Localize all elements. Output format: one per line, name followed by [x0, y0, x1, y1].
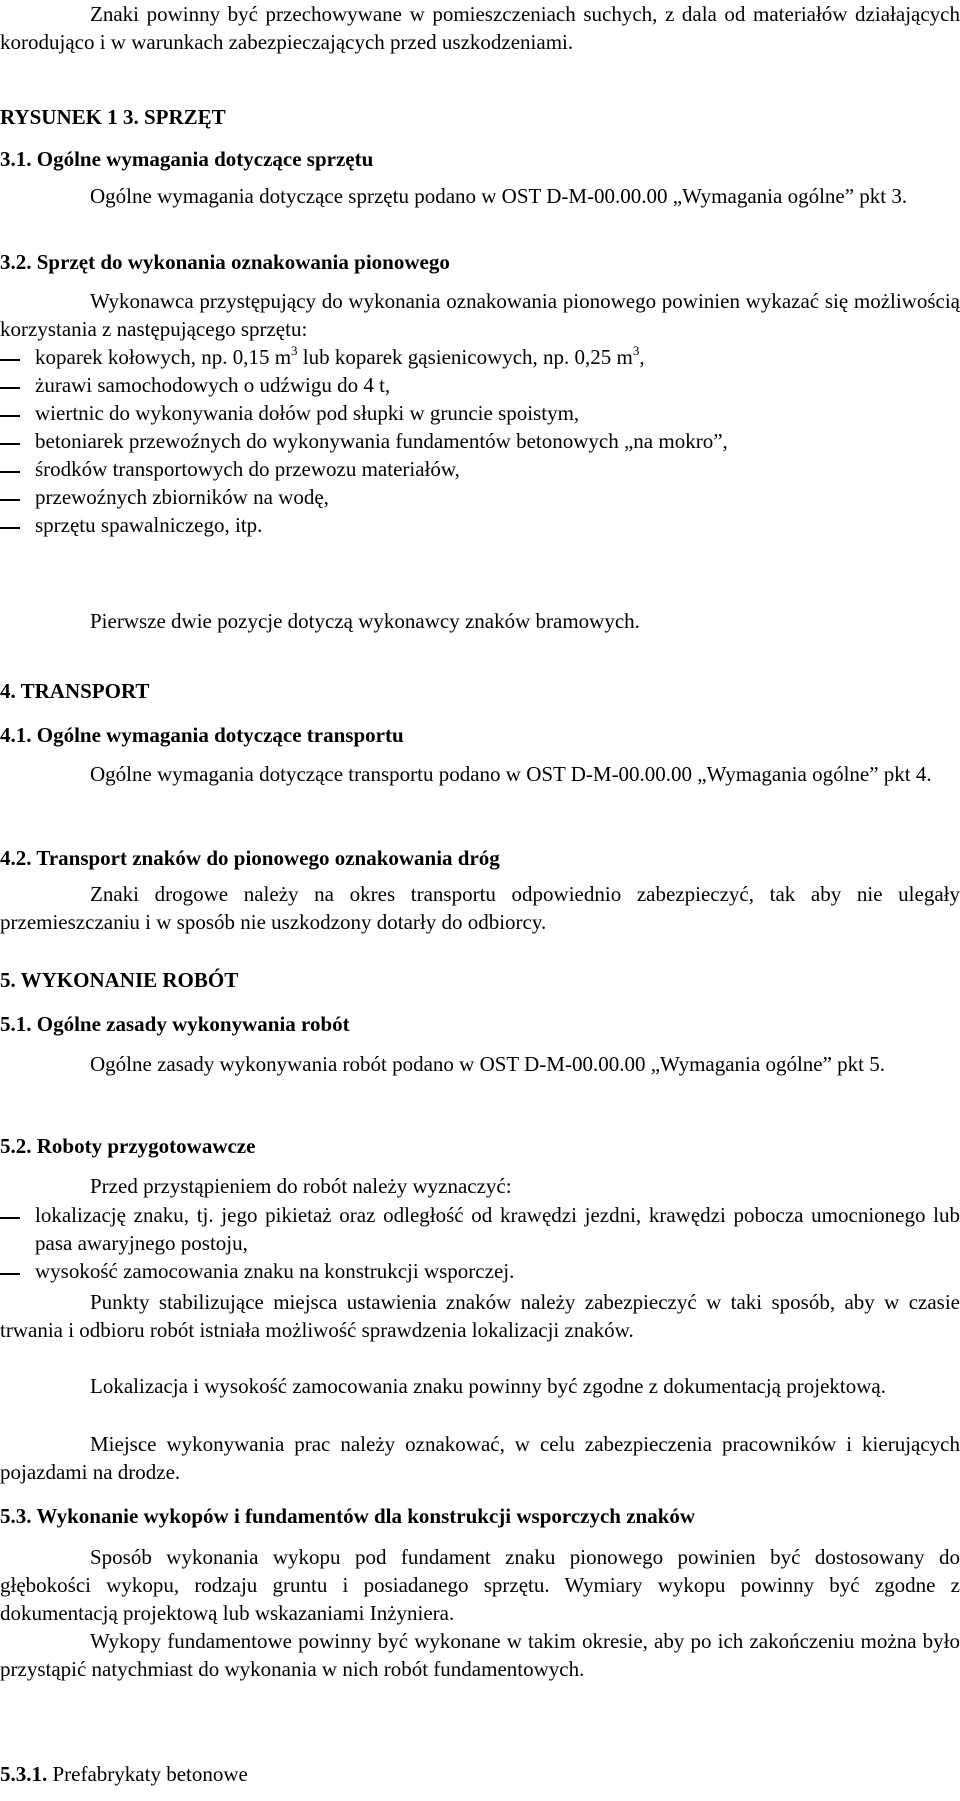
- preparation-list: [0, 1201, 960, 1285]
- equipment-list: [0, 343, 960, 539]
- paragraph: Znaki drogowe należy na okres transportu odpowiednio zabezpieczyć, tak aby nie ulegały przemieszczaniu i w sposób nie uszkodzony dotarły do odbiorcy.: [0, 882, 960, 934]
- list-item-text: lokalizację znaku, tj. jego pikietaż oraz odległość od krawędzi jezdni, krawędzi pobocza umocnionego lub pasa awaryjnego postoju,: [35, 1203, 960, 1255]
- list-item-text: lub koparek gąsienicowych, np. 0,25 m: [297, 345, 633, 369]
- excavation-method-paragraph: [0, 1543, 960, 1627]
- equipment-intro-paragraph: [0, 287, 960, 343]
- subsection-heading-5-3: 5.3. Wykonanie wykopów i fundamentów dla konstrukcji wsporczych znaków: [0, 1504, 696, 1528]
- paragraph: Ogólne zasady wykonywania robót podano w OST D-M-00.00.00 „Wymagania ogólne” pkt 5.: [90, 1052, 886, 1076]
- transport-general-paragraph: [0, 760, 960, 788]
- list-item-text: przewoźnych zbiorników na wodę,: [35, 485, 329, 509]
- list-item-text: wiertnic do wykonywania dołów pod słupki w gruncie spoistym,: [35, 401, 580, 425]
- paragraph: Miejsce wykonywania prac należy oznakować, w celu zabezpieczenia pracowników i kierujących pojazdami na drodze.: [0, 1432, 960, 1484]
- subsection-heading-5-3-1: [0, 1760, 960, 1788]
- stabilizing-points-paragraph: [0, 1288, 960, 1344]
- list-item: [0, 455, 960, 483]
- paragraph: Ogólne wymagania dotyczące sprzętu podano w OST D-M-00.00.00 „Wymagania ogólne” pkt 3.: [90, 184, 908, 208]
- paragraph: Ogólne wymagania dotyczące transportu podano w OST D-M-00.00.00 „Wymagania ogólne” pkt 4.: [90, 762, 932, 786]
- paragraph: Przed przystąpieniem do robót należy wyznaczyć:: [90, 1174, 512, 1198]
- list-item: [0, 1201, 960, 1257]
- transport-signs-paragraph: [0, 880, 960, 936]
- section-heading-5: 5. WYKONANIE ROBÓT: [0, 968, 239, 992]
- list-item: [0, 343, 960, 371]
- list-item-text: ,: [639, 345, 645, 369]
- section-heading-rysunek: RYSUNEK 1 3. SPRZĘT: [0, 105, 226, 129]
- foundation-timing-paragraph: [0, 1627, 960, 1683]
- paragraph: Wykopy fundamentowe powinny być wykonane w takim okresie, aby po ich zakończeniu można było przystąpić natychmiast do wykonania w nich robót fundamentowych.: [0, 1629, 960, 1681]
- subsection-heading-4-2: 4.2. Transport znaków do pionowego oznakowania dróg: [0, 846, 500, 870]
- heading-text: Prefabrykaty betonowe: [52, 1762, 248, 1786]
- list-item: [0, 483, 960, 511]
- superscript: 3: [632, 343, 640, 358]
- subsection-heading-5-2: 5.2. Roboty przygotowawcze: [0, 1134, 256, 1158]
- list-item-text: koparek kołowych, np. 0,15 m: [35, 345, 292, 369]
- paragraph: Sposób wykonania wykopu pod fundament znaku pionowego powinien być dostosowany do głębokości wykopu, rodzaju gruntu i posiadanego sprzętu. Wymiary wykopu powinny być zgodne z dokumentacją projektową lub wskazaniami Inżyniera.: [0, 1545, 960, 1625]
- list-item: [0, 1257, 960, 1285]
- works-general-paragraph: [0, 1050, 960, 1078]
- paragraph: Punkty stabilizujące miejsca ustawienia znaków należy zabezpieczyć w taki sposób, aby w czasie trwania i odbioru robót istniała możliwość sprawdzenia lokalizacji znaków.: [0, 1290, 960, 1342]
- paragraph: Pierwsze dwie pozycje dotyczą wykonawcy znaków bramowych.: [90, 609, 640, 633]
- section-heading-4: 4. TRANSPORT: [0, 679, 150, 703]
- list-item-text: wysokość zamocowania znaku na konstrukcji wsporczej.: [35, 1259, 515, 1283]
- subsection-heading-5-1: 5.1. Ogólne zasady wykonywania robót: [0, 1012, 350, 1036]
- superscript: 3: [291, 343, 298, 358]
- worksite-marking-paragraph: [0, 1430, 960, 1486]
- subsection-heading-3-2: 3.2. Sprzęt do wykonania oznakowania pionowego: [0, 250, 450, 274]
- list-item-text: środków transportowych do przewozu materiałów,: [35, 457, 460, 481]
- equipment-general-paragraph: [0, 182, 960, 210]
- list-item: [0, 371, 960, 399]
- paragraph: Lokalizacja i wysokość zamocowania znaku powinny być zgodne z dokumentacją projektową.: [90, 1374, 886, 1398]
- storage-paragraph: [0, 0, 960, 56]
- list-item: [0, 427, 960, 455]
- location-height-paragraph: [0, 1372, 960, 1400]
- list-item-text: betoniarek przewoźnych do wykonywania fundamentów betonowych „na mokro”,: [35, 429, 728, 453]
- subsection-heading-3-1: 3.1. Ogólne wymagania dotyczące sprzętu: [0, 147, 374, 171]
- list-item-text: sprzętu spawalniczego, itp.: [35, 513, 263, 537]
- heading-number: 5.3.1.: [0, 1762, 48, 1786]
- list-item: [0, 399, 960, 427]
- list-item: [0, 511, 960, 539]
- preparation-intro-paragraph: [0, 1172, 960, 1200]
- paragraph: Wykonawca przystępujący do wykonania oznakowania pionowego powinien wykazać się możliwością korzystania z następującego sprzętu:: [0, 289, 960, 341]
- gantry-note-paragraph: [0, 607, 960, 635]
- paragraph: Znaki powinny być przechowywane w pomieszczeniach suchych, z dala od materiałów działających korodująco i w warunkach zabezpieczających przed uszkodzeniami.: [0, 2, 960, 54]
- list-item-text: żurawi samochodowych o udźwigu do 4 t,: [35, 373, 391, 397]
- subsection-heading-4-1: 4.1. Ogólne wymagania dotyczące transportu: [0, 723, 404, 747]
